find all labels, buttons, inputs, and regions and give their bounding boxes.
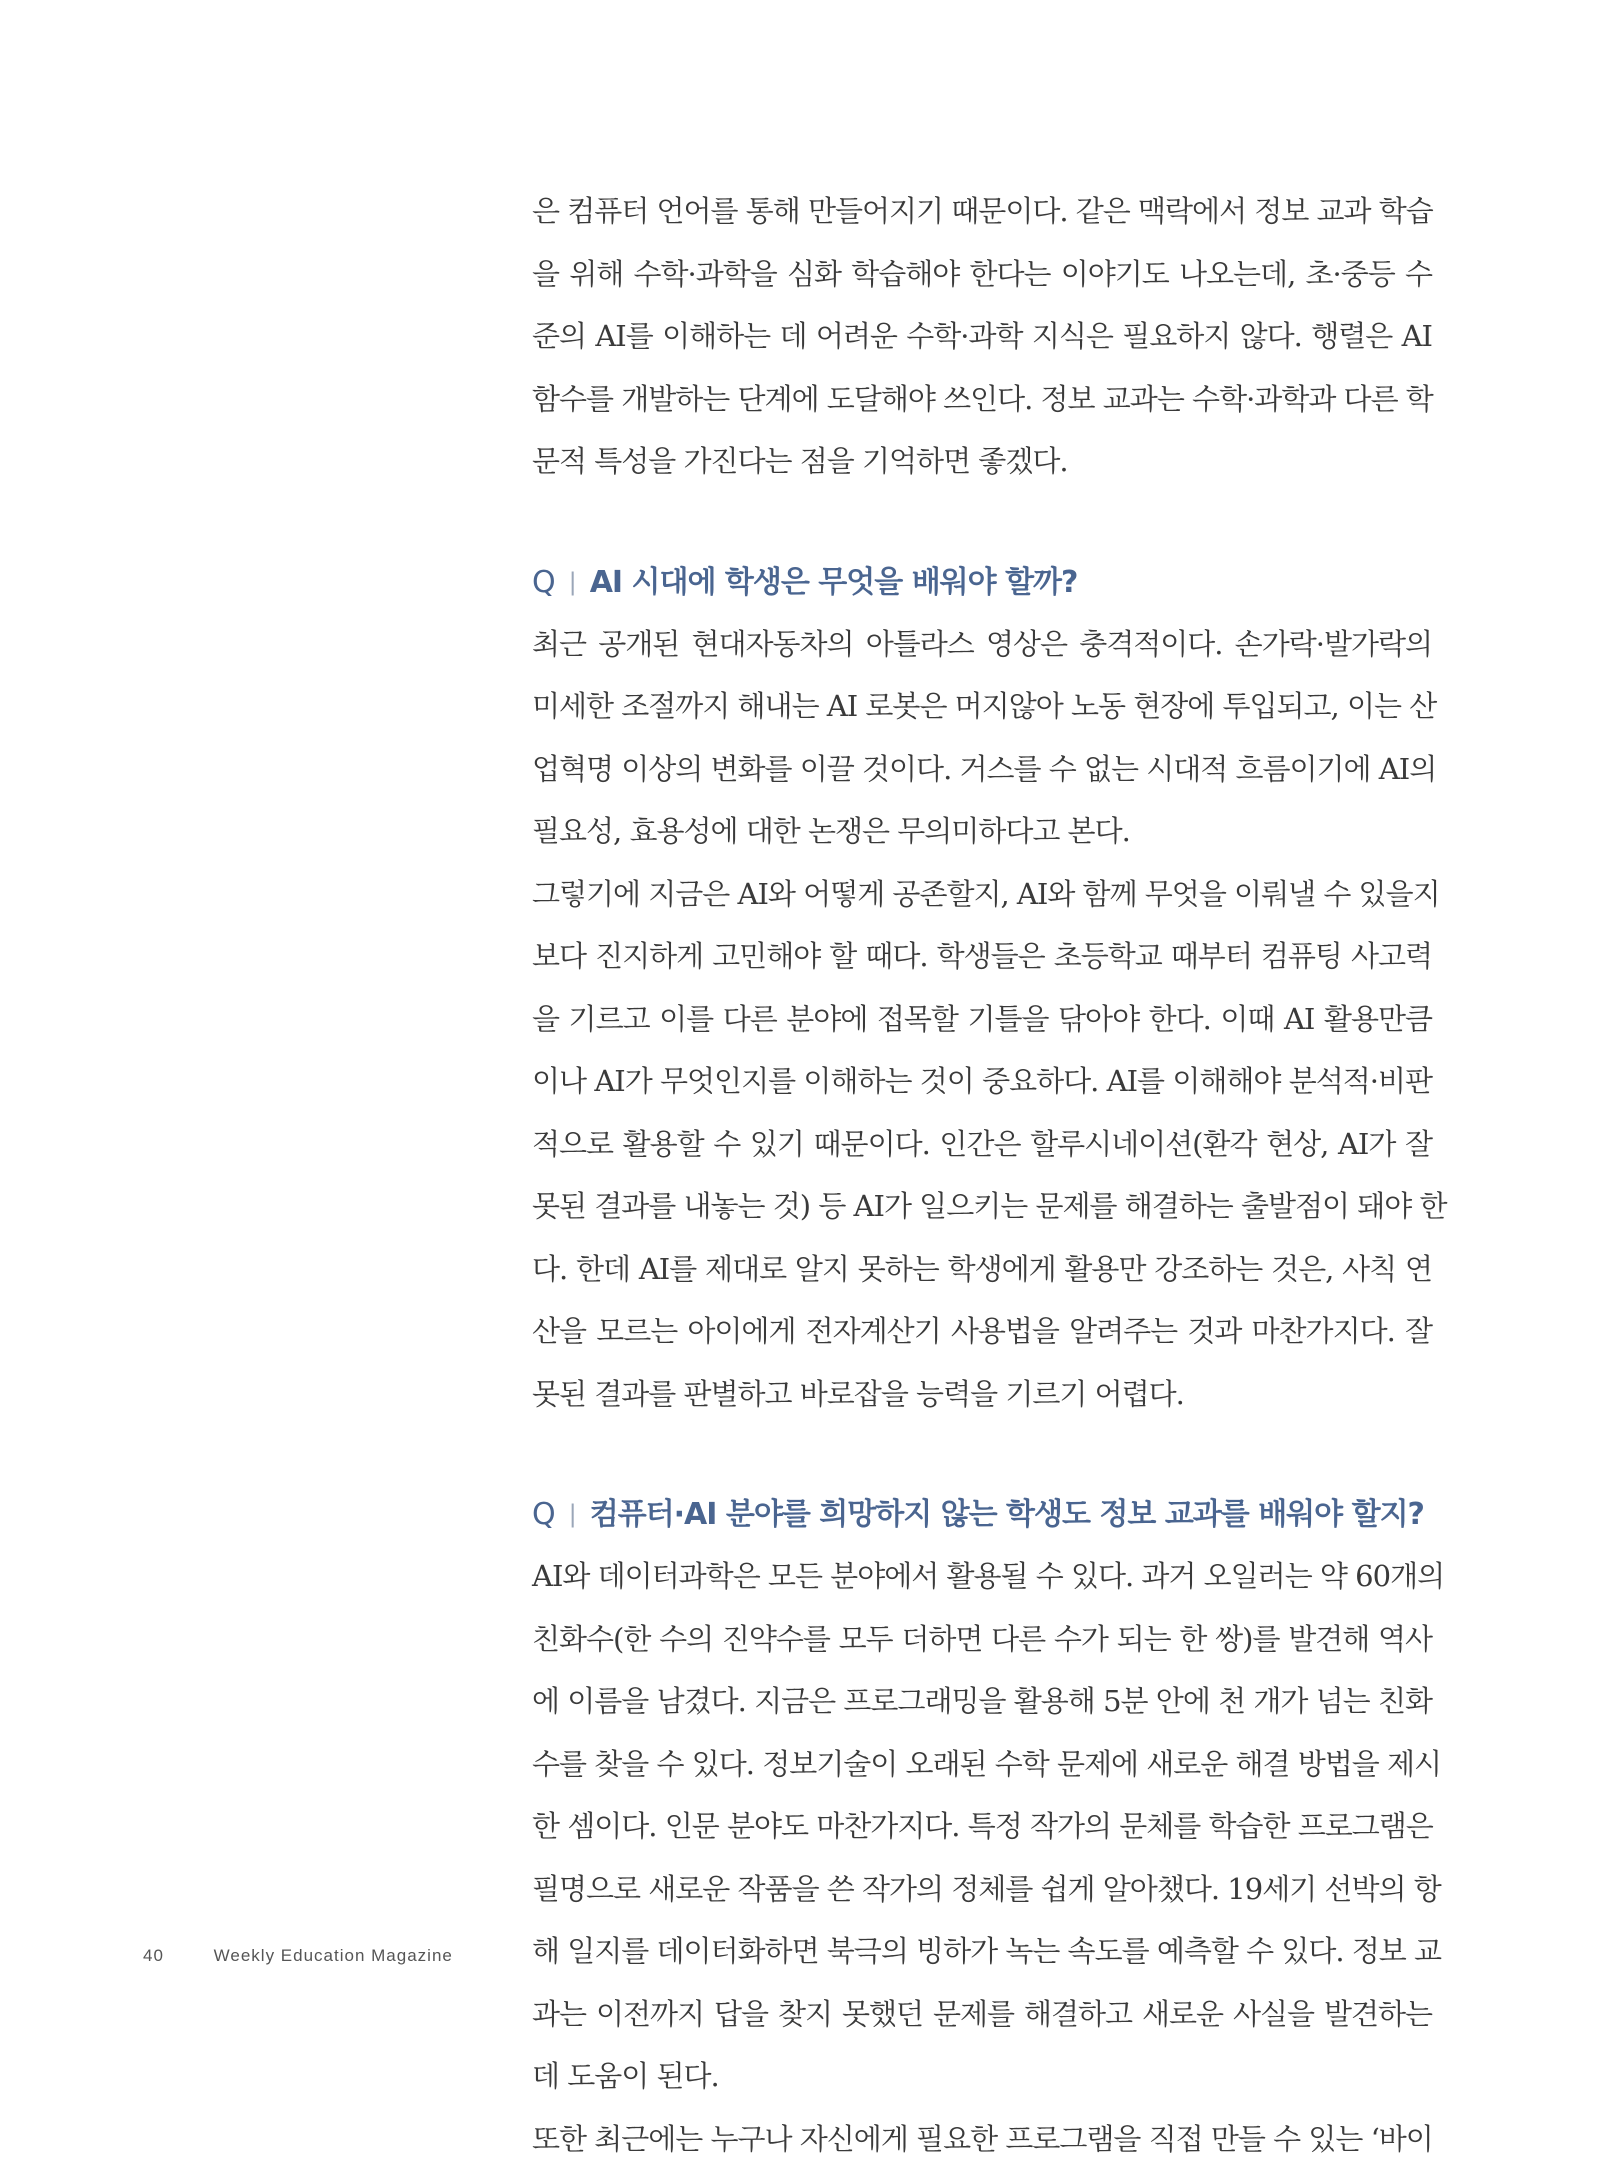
body-line: 함수를 개발하는 단계에 도달해야 쓰인다. 정보 교과는 수학·과학과 다른 학 (532, 368, 1432, 431)
body-line: 적으로 활용할 수 있기 때문이다. 인간은 할루시네이션(환각 현상, AI가 잘 (532, 1113, 1432, 1176)
question-heading (532, 1483, 1432, 1545)
question-text: 컴퓨터·AI 분야를 희망하지 않는 학생도 정보 교과를 배워야 할지? (590, 1497, 1424, 1532)
body-line: 은 컴퓨터 언어를 통해 만들어지기 때문이다. 같은 맥락에서 정보 교과 학습 (532, 180, 1432, 243)
body-line: 보다 진지하게 고민해야 할 때다. 학생들은 초등학교 때부터 컴퓨팅 사고력 (532, 925, 1432, 988)
question-separator: | (569, 1483, 576, 1545)
body-line: 업혁명 이상의 변화를 이끌 것이다. 거스를 수 없는 시대적 흐름이기에 AI의 (532, 738, 1432, 801)
body-line: AI와 데이터과학은 모든 분야에서 활용될 수 있다. 과거 오일러는 약 60개의 (532, 1545, 1432, 1608)
body-line: 문적 특성을 가진다는 점을 기억하면 좋겠다. (532, 430, 1432, 493)
body-line: 을 위해 수학·과학을 심화 학습해야 한다는 이야기도 나오는데, 초·중등 수 (532, 243, 1432, 306)
question-text: AI 시대에 학생은 무엇을 배워야 할까? (590, 565, 1078, 600)
qa-section-ai-learning (532, 551, 1432, 1426)
question-mark-label: Q (532, 1497, 555, 1532)
body-line: 과는 이전까지 답을 찾지 못했던 문제를 해결하고 새로운 사실을 발견하는 (532, 1983, 1432, 2046)
body-line: 그렇기에 지금은 AI와 어떻게 공존할지, AI와 함께 무엇을 이뤄낼 수 있을지 (532, 863, 1432, 926)
question-separator: | (569, 551, 576, 613)
section-gap (532, 493, 1432, 551)
body-line: 필명으로 새로운 작품을 쓴 작가의 정체를 쉽게 알아챘다. 19세기 선박의 항 (532, 1858, 1432, 1921)
body-line: 한 셈이다. 인문 분야도 마찬가지다. 특정 작가의 문체를 학습한 프로그램은 (532, 1795, 1432, 1858)
body-line: 해 일지를 데이터화하면 북극의 빙하가 녹는 속도를 예측할 수 있다. 정보 교 (532, 1920, 1432, 1983)
answer-paragraph (532, 1545, 1432, 2170)
body-line: 최근 공개된 현대자동차의 아틀라스 영상은 충격적이다. 손가락·발가락의 (532, 613, 1432, 676)
article-body (532, 180, 1432, 2170)
body-line: 수를 찾을 수 있다. 정보기술이 오래된 수학 문제에 새로운 해결 방법을 제시 (532, 1733, 1432, 1796)
question-mark-label: Q (532, 565, 555, 600)
body-line: 이나 AI가 무엇인지를 이해하는 것이 중요하다. AI를 이해해야 분석적·비판 (532, 1050, 1432, 1113)
page-number: 40 (143, 1946, 164, 1965)
body-line: 또한 최근에는 누구나 자신에게 필요한 프로그램을 직접 만들 수 있는 ‘바이 (532, 2108, 1432, 2170)
section-gap (532, 1425, 1432, 1483)
body-line: 못된 결과를 판별하고 바로잡을 능력을 기르기 어렵다. (532, 1363, 1432, 1426)
body-line: 에 이름을 남겼다. 지금은 프로그래밍을 활용해 5분 안에 천 개가 넘는 친화 (532, 1670, 1432, 1733)
body-line: 을 기르고 이를 다른 분야에 접목할 기틀을 닦아야 한다. 이때 AI 활용만큼 (532, 988, 1432, 1051)
intro-paragraph (532, 180, 1432, 493)
page-footer (143, 1946, 453, 1966)
body-line: 데 도움이 된다. (532, 2045, 1432, 2108)
answer-paragraph (532, 613, 1432, 1426)
qa-section-info-subject (532, 1483, 1432, 2170)
body-line: 미세한 조절까지 해내는 AI 로봇은 머지않아 노동 현장에 투입되고, 이는 산 (532, 675, 1432, 738)
body-line: 필요성, 효용성에 대한 논쟁은 무의미하다고 본다. (532, 800, 1432, 863)
body-line: 준의 AI를 이해하는 데 어려운 수학·과학 지식은 필요하지 않다. 행렬은 AI (532, 305, 1432, 368)
body-line: 다. 한데 AI를 제대로 알지 못하는 학생에게 활용만 강조하는 것은, 사칙 연 (532, 1238, 1432, 1301)
body-line: 친화수(한 수의 진약수를 모두 더하면 다른 수가 되는 한 쌍)를 발견해 역사 (532, 1608, 1432, 1671)
body-line: 못된 결과를 내놓는 것) 등 AI가 일으키는 문제를 해결하는 출발점이 돼야 한 (532, 1175, 1432, 1238)
body-line: 산을 모르는 아이에게 전자계산기 사용법을 알려주는 것과 마찬가지다. 잘 (532, 1300, 1432, 1363)
magazine-name: Weekly Education Magazine (214, 1946, 453, 1965)
question-heading (532, 551, 1432, 613)
